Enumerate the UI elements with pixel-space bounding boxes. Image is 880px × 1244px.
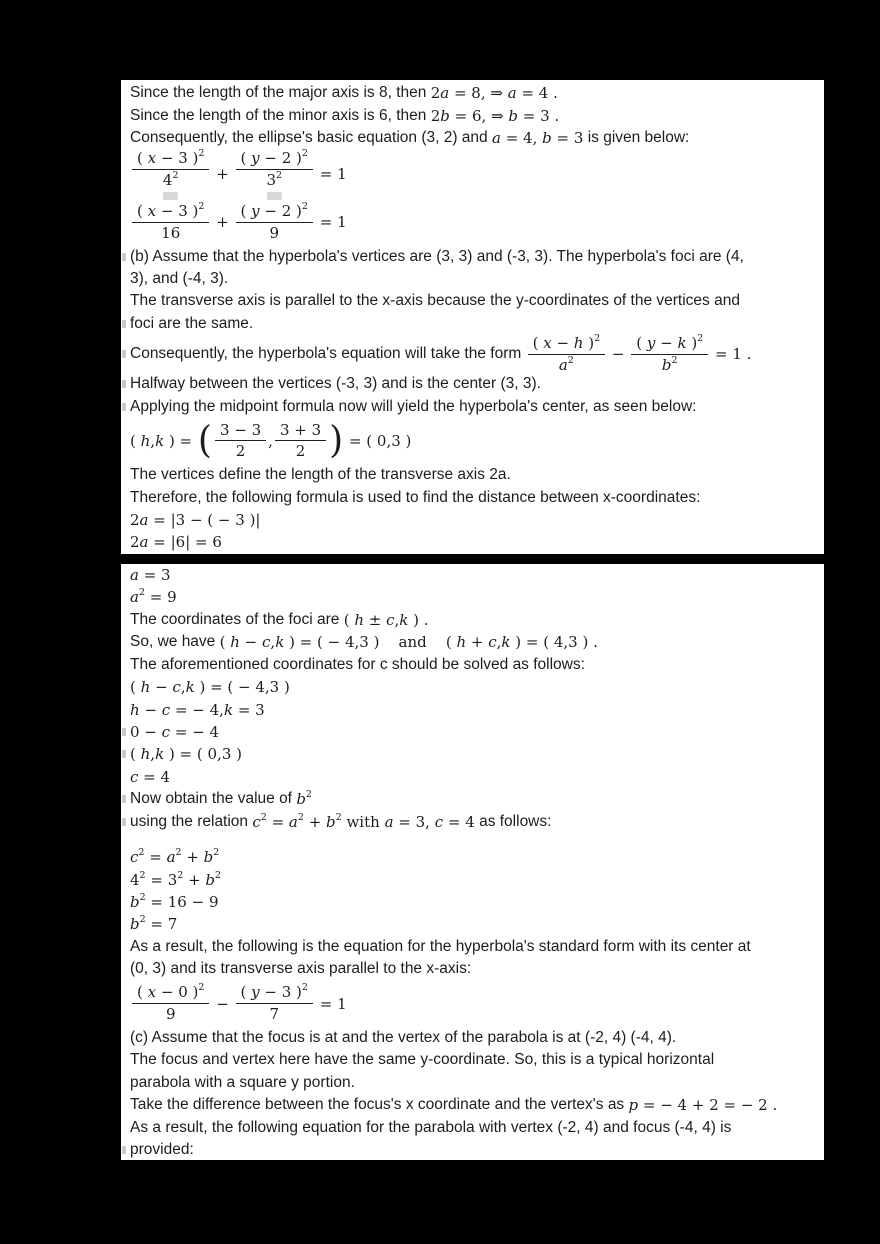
math-run: $b^2 = 16 - 9$: [130, 892, 219, 912]
paragraph-line: [130, 631, 824, 653]
paragraph-line: [130, 486, 824, 508]
equation-line: [130, 199, 824, 245]
exponent: 2: [697, 332, 704, 344]
math-run: p = − 4 + 2 = − 2 .: [628, 1096, 778, 1115]
math-run: = 1: [314, 213, 347, 232]
equation-line: [130, 332, 824, 374]
text-run: using the relation: [130, 812, 253, 830]
denominator: $4^2$: [162, 169, 179, 189]
paragraph-line: [130, 788, 824, 810]
edge-artifact: [122, 795, 126, 803]
denominator: 16: [161, 223, 181, 242]
exponent: 2: [215, 869, 222, 881]
text-run: (0, 3) and its transverse axis parallel to the x-axis:: [130, 960, 472, 978]
paragraph-line: [130, 373, 824, 395]
text-run: The focus and vertex here have the same y-coordinate. So, this is a typical horizontal: [130, 1051, 715, 1069]
denominator: $a^2$: [558, 354, 574, 374]
math-run: = 1 .: [710, 345, 752, 364]
exponent: 2: [305, 789, 312, 801]
math-run: 2a = |6| = 6: [130, 533, 222, 552]
fraction: [132, 983, 209, 1024]
paragraph-line: [130, 811, 824, 833]
spacer: [130, 833, 824, 846]
numerator: ( x − 0 )$^2$: [132, 983, 209, 1004]
exponent: 2: [175, 847, 182, 859]
text-run: Take the difference between the focus's x coordinate and the vertex's as: [130, 1096, 629, 1114]
text-run: The aforementioned coordinates for c should be solved as follows:: [130, 655, 585, 673]
numerator: ( y − 2 )$^2$: [236, 202, 313, 223]
paragraph-line: [130, 290, 824, 312]
text-run: Consequently, the hyperbola's equation will take the form: [130, 345, 526, 363]
text-run: 3), and (-4, 3).: [130, 269, 229, 287]
text-run: The coordinates of the foci are: [130, 610, 344, 628]
edge-artifact: [122, 750, 126, 758]
edge-artifact: [122, 350, 126, 358]
paragraph-line: [130, 958, 824, 980]
math-run: 2a = 8, ⇒ a = 4 .: [430, 84, 558, 103]
math-run: +: [211, 165, 234, 184]
exponent: 2: [198, 201, 205, 213]
paragraph-line: [130, 936, 824, 958]
exponent: 2: [139, 914, 146, 926]
math-run: c = 4: [130, 767, 171, 786]
math-run: $b^2$: [296, 789, 312, 809]
paragraph-line: [130, 1094, 824, 1116]
math-run: $c^2 = a^2 + b^2$: [130, 847, 220, 867]
fraction: [236, 202, 313, 243]
text-run: as follows:: [474, 812, 552, 830]
math-run: +: [211, 213, 234, 232]
math-run: 0 − c = − 4: [130, 722, 220, 741]
edge-artifact: [122, 1146, 126, 1154]
big-paren: ): [329, 418, 344, 462]
math-run: $c^2 = a^2 + b^2$: [252, 811, 342, 831]
numerator: ( x − h )$^2$: [528, 334, 606, 355]
exponent: 2: [138, 847, 145, 859]
equation-line: [130, 981, 824, 1027]
math-line: [130, 564, 824, 586]
math-line: [130, 868, 824, 890]
math-run: ( h,k ) = ( 0,3 ): [130, 745, 242, 764]
fraction: [236, 149, 313, 200]
denominator: $b^2$: [661, 354, 678, 374]
paragraph-line: [130, 82, 824, 104]
text-run: Halfway between the vertices (-3, 3) and is the center (3, 3).: [130, 375, 541, 393]
math-run: −: [211, 994, 234, 1013]
paragraph-line: [130, 104, 824, 126]
exponent: 2: [213, 847, 220, 859]
math-run: a = 4, b = 3: [491, 129, 584, 148]
fraction: [275, 421, 326, 462]
math-run: = 1: [314, 165, 347, 184]
solution-document: [121, 80, 824, 1160]
serif-text-run: with: [341, 812, 385, 831]
paragraph-line: [130, 1049, 824, 1071]
exponent: 2: [567, 354, 574, 366]
text-run: foci are the same.: [130, 314, 254, 332]
numerator: ( y − k )$^2$: [631, 334, 708, 355]
math-line: [130, 586, 824, 608]
denominator: 2: [295, 442, 306, 461]
math-line: [130, 676, 824, 698]
numerator: 3 + 3: [275, 421, 326, 442]
exponent: 2: [301, 148, 308, 160]
exponent: 2: [297, 811, 304, 823]
big-paren: (: [197, 418, 212, 462]
paragraph-line: [130, 1071, 824, 1093]
paragraph-line: [130, 1116, 824, 1138]
math-line: [130, 721, 824, 743]
paragraph-line: [130, 464, 824, 486]
paragraph-line: [130, 1139, 824, 1160]
serif-text-run: and: [379, 633, 446, 652]
paragraph-line: [130, 268, 824, 290]
math-run: = ( 0,3 ): [344, 431, 412, 450]
paragraph-line: [130, 127, 824, 149]
edge-artifact: [122, 320, 126, 328]
section-divider: [121, 554, 824, 564]
math-run: h − c = − 4,k = 3: [130, 700, 265, 719]
numerator: ( x − 3 )$^2$: [132, 149, 209, 170]
exponent: 2: [594, 332, 601, 344]
fraction: [215, 421, 266, 462]
exponent: 2: [301, 982, 308, 994]
text-run: The transverse axis is parallel to the x-axis because the y-coordinates of the vertices and: [130, 292, 740, 310]
math-run: ( h + c,k ) = ( 4,3 ) .: [445, 633, 598, 652]
fraction: [132, 202, 209, 243]
edge-artifact: [122, 380, 126, 388]
exponent: 2: [198, 982, 205, 994]
math-line: [130, 913, 824, 935]
exponent: 2: [301, 201, 308, 213]
math-run: = 1: [314, 994, 347, 1013]
math-line: [130, 846, 824, 868]
denominator: $3^2$: [266, 169, 283, 189]
text-run: As a result, the following is the equation for the hyperbola's standard form with its center at: [130, 937, 751, 955]
math-run: ( h ± c,k ) .: [343, 610, 429, 629]
exponent: 2: [139, 869, 146, 881]
denominator: 2: [235, 442, 246, 461]
fraction: [528, 334, 606, 375]
paragraph-line: [130, 1027, 824, 1049]
exponent: 2: [177, 869, 184, 881]
text-run: Since the length of the major axis is 8, then: [130, 84, 431, 102]
denominator: 9: [269, 223, 280, 242]
text-run: Consequently, the ellipse's basic equation (3, 2) and: [130, 129, 492, 147]
edge-artifact: [122, 403, 126, 411]
exponent: 2: [139, 892, 146, 904]
paragraph-line: [130, 245, 824, 267]
exponent: 2: [138, 587, 145, 599]
edge-artifact: [122, 818, 126, 826]
text-run: The vertices define the length of the transverse axis 2a.: [130, 466, 511, 484]
math-run: ( h − c,k ) = ( − 4,3 ): [219, 633, 380, 652]
math-run: −: [607, 345, 630, 364]
math-run: a = 3, c = 4: [384, 812, 475, 831]
exponent: 2: [671, 354, 678, 366]
math-line: [130, 531, 824, 553]
edge-artifact: [122, 728, 126, 736]
denominator: 7: [269, 1005, 280, 1024]
paragraph-line: [130, 609, 824, 631]
math-line: [130, 743, 824, 765]
paragraph-line: [130, 313, 824, 335]
text-run: Since the length of the minor axis is 6, then: [130, 106, 431, 124]
text-run: Applying the midpoint formula now will yield the hyperbola's center, as seen below:: [130, 397, 697, 415]
math-run: $4^2 = 3^2 + b^2$: [130, 869, 222, 889]
edge-artifact: [122, 253, 126, 261]
numerator: ( y − 3 )$^2$: [236, 983, 313, 1004]
text-run: provided:: [130, 1140, 194, 1158]
equation-line: [130, 418, 824, 464]
text-run: So, we have: [130, 633, 220, 651]
numerator: ( x − 3 )$^2$: [132, 202, 209, 223]
math-run: 2b = 6, ⇒ b = 3 .: [430, 106, 560, 125]
text-run: As a result, the following equation for the parabola with vertex (-2, 4) and focus (-4, 4) is: [130, 1118, 732, 1136]
math-run: ( h − c,k ) = ( − 4,3 ): [130, 678, 290, 697]
fraction: [631, 334, 708, 375]
math-run: $b^2 = 7$: [130, 914, 178, 934]
denominator: 9: [165, 1005, 176, 1024]
math-run: ,: [268, 431, 273, 450]
math-run: 2a = |3 − ( − 3 )|: [130, 511, 261, 530]
fraction: [132, 149, 209, 200]
math-line: [130, 698, 824, 720]
text-run: (b) Assume that the hyperbola's vertices are (3, 3) and (-3, 3). The hyperbola's foci are (4,: [130, 247, 744, 265]
math-run: ( h,k ) =: [130, 431, 197, 450]
text-run: (c) Assume that the focus is at and the vertex of the parabola is at (-2, 4) (-4, 4).: [130, 1028, 677, 1046]
fraction: [236, 983, 313, 1024]
math-run: a = 3: [130, 565, 171, 584]
math-line: [130, 891, 824, 913]
paragraph-line: [130, 653, 824, 675]
exponent: 2: [260, 811, 267, 823]
text-run: Therefore, the following formula is used to find the distance between x-coordinates:: [130, 488, 701, 506]
text-run: is given below:: [583, 129, 690, 147]
math-line: [130, 509, 824, 531]
math-run: $a^2 = 9$: [130, 587, 177, 607]
text-run: parabola with a square y portion.: [130, 1073, 355, 1091]
paragraph-line: [130, 396, 824, 418]
equation-line: [130, 149, 824, 199]
exponent: 2: [335, 811, 342, 823]
exponent: 2: [172, 169, 179, 181]
exponent: 2: [276, 169, 283, 181]
numerator: ( y − 2 )$^2$: [236, 149, 313, 170]
math-line: [130, 766, 824, 788]
exponent: 2: [198, 148, 205, 160]
numerator: 3 − 3: [215, 421, 266, 442]
text-run: Now obtain the value of: [130, 790, 297, 808]
